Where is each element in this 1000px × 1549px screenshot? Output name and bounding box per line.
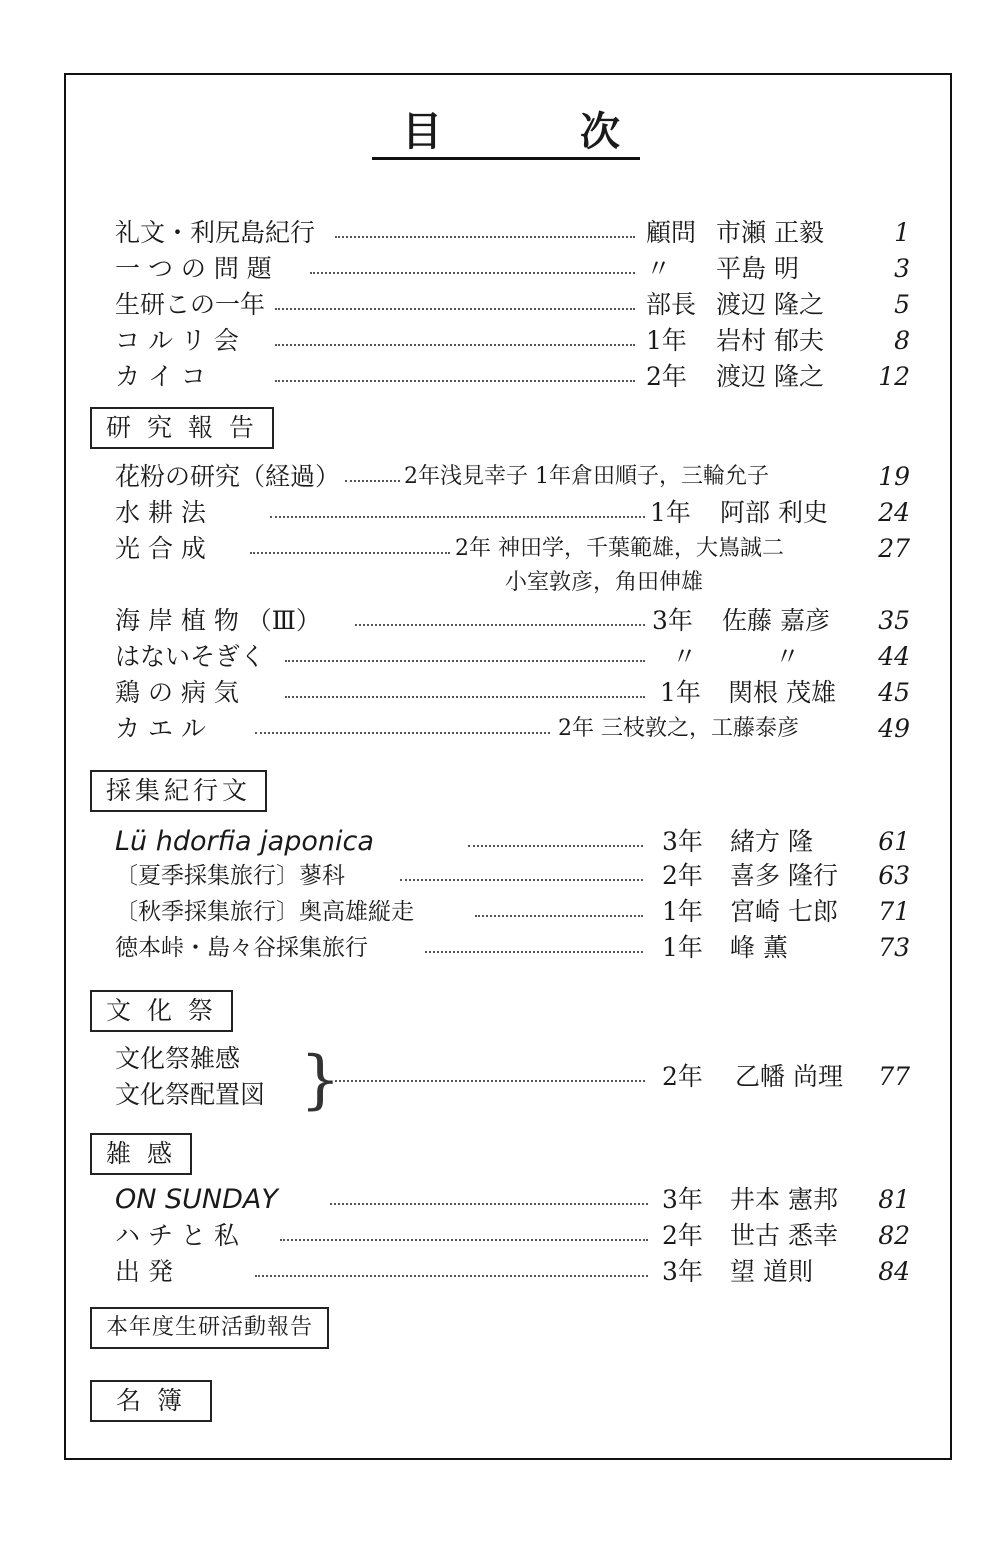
toc-entry: [0, 288, 1000, 322]
toc-entry: [0, 532, 1000, 566]
entry-grade: 3年: [662, 827, 703, 856]
entry-page: 77: [878, 1062, 910, 1091]
dot-leader: [330, 1203, 648, 1205]
toc-entry: [0, 712, 1000, 746]
entry-title: Lü hdorfia japonica: [115, 826, 374, 857]
entry-grade: 3年: [662, 1185, 703, 1214]
entry-title: 徳本峠・島々谷採集旅行: [115, 935, 368, 961]
toc-entry: [0, 825, 1000, 859]
brace-glyph: }: [300, 1043, 341, 1117]
entry-title: 鶏 の 病 気: [115, 678, 239, 707]
entry-page: 44: [878, 642, 910, 671]
entry-grade: 顧問: [646, 218, 697, 247]
entry-grade: 〃: [672, 642, 698, 671]
entry-page: 3: [894, 254, 910, 283]
dot-leader: [310, 272, 635, 274]
toc-entry: [0, 252, 1000, 286]
dot-leader: [275, 308, 635, 310]
entry-title: 礼文・利尻島紀行: [115, 218, 316, 247]
entry-author: 渡辺 隆之: [716, 362, 824, 391]
entry-page: 49: [878, 714, 910, 743]
toc-entry: [0, 895, 1000, 929]
toc-entry: [0, 1255, 1000, 1289]
entry-page: 5: [894, 290, 910, 319]
dot-leader: [275, 380, 635, 382]
toc-entry: [0, 931, 1000, 965]
entry-title: 文化祭雑感: [115, 1044, 241, 1073]
section-heading-roster: 名 簿: [90, 1380, 212, 1422]
entry-author: 関根 茂雄: [728, 678, 836, 707]
entry-title: ハ チ と 私: [115, 1221, 239, 1250]
title-char-1: 目: [402, 108, 442, 155]
entry-page: 84: [878, 1257, 910, 1286]
toc-entry-continuation: [0, 566, 1000, 600]
toc-entry: [0, 676, 1000, 710]
section-heading-activity: 本年度生研活動報告: [90, 1307, 329, 1349]
entry-author: 阿部 利史: [720, 498, 828, 527]
entry-title: カ イ コ: [115, 362, 206, 391]
entry-author: 渡辺 隆之: [716, 290, 824, 319]
entry-grade: 1年: [650, 498, 691, 527]
entry-page: 45: [878, 678, 910, 707]
toc-entry: [0, 360, 1000, 394]
entry-title: コ ル リ 会: [115, 326, 239, 355]
dot-leader: [400, 879, 643, 881]
toc-entry: [0, 324, 1000, 358]
section-heading-collecting: 採集紀行文: [90, 770, 267, 812]
entry-title: 水 耕 法: [115, 498, 206, 527]
title-char-2: 次: [580, 108, 620, 155]
entry-author: 市瀬 正毅: [716, 218, 824, 247]
entry-page: 35: [878, 606, 910, 635]
entry-grade: 2年: [662, 861, 703, 890]
entry-page: 8: [894, 326, 910, 355]
dot-leader: [425, 951, 643, 953]
entry-author: 平島 明: [716, 254, 799, 283]
dot-leader: [355, 624, 645, 626]
entry-title: 出 発: [115, 1257, 173, 1286]
entry-page: 81: [878, 1185, 910, 1214]
entry-grade: 2年: [646, 362, 687, 391]
entry-title: 〔夏季採集旅行〕蓼科: [115, 863, 345, 889]
page-title: [372, 100, 640, 160]
entry-page: 71: [878, 897, 910, 926]
dot-leader: [335, 1080, 645, 1082]
entry-page: 27: [878, 534, 910, 563]
toc-entry-combined: [0, 1060, 1000, 1094]
entry-author: 宮崎 七郎: [730, 897, 838, 926]
entry-page: 63: [878, 861, 910, 890]
section-heading-research: 研 究 報 告: [90, 407, 274, 449]
entry-grade: 1年: [646, 326, 687, 355]
entry-page: 82: [878, 1221, 910, 1250]
dot-leader: [255, 1275, 648, 1277]
entry-authors: 2年浅見幸子 1年倉田順子，三輪允子: [404, 464, 769, 489]
dot-leader: [475, 915, 643, 917]
section-heading-essays: 雑 感: [90, 1133, 192, 1175]
entry-title: 生研この一年: [115, 290, 266, 319]
entry-author: 岩村 郁夫: [716, 326, 824, 355]
entry-page: 12: [878, 362, 910, 391]
entry-grade: 3年: [662, 1257, 703, 1286]
entry-title: 一 つ の 問 題: [115, 254, 272, 283]
entry-authors-continued: 小室敦彦，角田伸雄: [505, 570, 704, 595]
entry-page: 61: [878, 827, 910, 856]
entry-title: はないそぎく: [115, 642, 266, 671]
entry-title: ON SUNDAY: [115, 1184, 278, 1215]
entry-page: 73: [878, 933, 910, 962]
dot-leader: [285, 660, 645, 662]
toc-entry: [0, 604, 1000, 638]
entry-author: 〃: [775, 642, 801, 671]
dot-leader: [275, 344, 635, 346]
entry-authors: 2年 三枝敦之，工藤泰彦: [558, 716, 799, 741]
dot-leader: [250, 552, 450, 554]
toc-entry: [0, 216, 1000, 250]
entry-grade: 1年: [662, 933, 703, 962]
toc-entry: [0, 460, 1000, 494]
entry-author: 峰 薫: [730, 933, 788, 962]
entry-title: 花粉の研究（経過）: [115, 462, 341, 491]
toc-entry: [0, 496, 1000, 530]
entry-title: 〔秋季採集旅行〕奥高雄縦走: [115, 899, 414, 925]
entry-author: 佐藤 嘉彦: [722, 606, 830, 635]
entry-title: 光 合 成: [115, 534, 206, 563]
entry-page: 24: [878, 498, 910, 527]
toc-entry: [0, 859, 1000, 893]
section-heading-festival: 文 化 祭: [90, 990, 233, 1032]
entry-author: 井本 憲邦: [730, 1185, 838, 1214]
entry-grade: 2年: [662, 1221, 703, 1250]
dot-leader: [255, 732, 550, 734]
entry-author: 乙幡 尚理: [735, 1062, 843, 1091]
entry-grade: 1年: [662, 897, 703, 926]
entry-title: 海 岸 植 物 （Ⅲ）: [115, 606, 321, 635]
toc-entry: [0, 1219, 1000, 1253]
entry-page: 19: [878, 462, 910, 491]
entry-grade: 2年: [662, 1062, 703, 1091]
entry-grade: 3年: [652, 606, 693, 635]
dot-leader: [335, 236, 635, 238]
toc-entry: [0, 640, 1000, 674]
entry-grade: 部長: [646, 290, 697, 319]
entry-page: 1: [894, 218, 910, 247]
dot-leader: [280, 1239, 648, 1241]
entry-authors: 2年 神田学，千葉範雄，大嶌誠二: [455, 536, 784, 561]
entry-grade: 〃: [646, 254, 672, 283]
dot-leader: [270, 516, 645, 518]
entry-author: 世古 悉幸: [730, 1221, 838, 1250]
dot-leader: [285, 696, 645, 698]
toc-entry: [0, 1183, 1000, 1217]
entry-author: 緒方 隆: [730, 827, 813, 856]
entry-grade: 1年: [660, 678, 701, 707]
entry-title: カ エ ル: [115, 714, 206, 743]
dot-leader: [468, 845, 643, 847]
entry-author: 喜多 隆行: [730, 861, 838, 890]
entry-title: 文化祭配置図: [115, 1080, 266, 1109]
entry-author: 望 道則: [730, 1257, 813, 1286]
dot-leader: [345, 480, 400, 482]
